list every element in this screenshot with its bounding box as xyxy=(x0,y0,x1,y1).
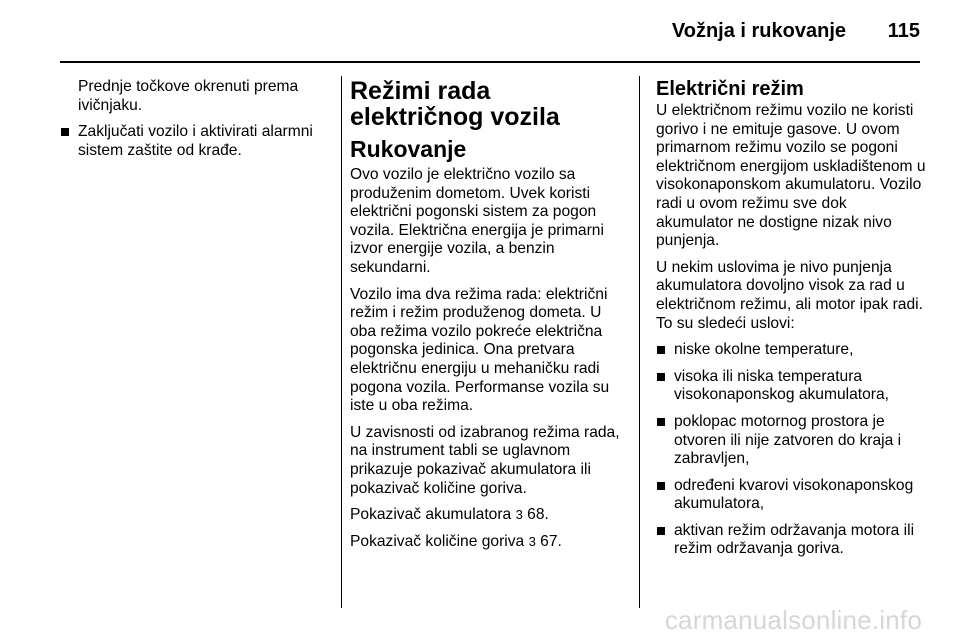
list-item xyxy=(656,522,926,559)
header-rule xyxy=(60,61,920,63)
column-divider xyxy=(341,76,342,608)
reference-arrow-icon: 3 xyxy=(515,507,523,523)
reference-line xyxy=(350,506,628,525)
page-number: 115 xyxy=(887,20,920,42)
bullet-list xyxy=(60,123,330,160)
reference-page[interactable]: 68. xyxy=(527,506,549,524)
reference-text: Pokazivač količine goriva xyxy=(350,532,525,550)
continued-text: Prednje točkove okrenuti prema ivičnjaku. xyxy=(78,78,299,114)
list-item xyxy=(60,123,330,160)
column-2 xyxy=(350,78,628,559)
bullet-square-icon xyxy=(657,527,665,535)
paragraph: U zavisnosti od izabranog režima rada, na instrument tabli se uglavnom prikazuje pokazivač akumulatora ili pokazivač količine goriva. xyxy=(350,423,620,497)
bullet-list xyxy=(656,341,926,559)
bullet-square-icon xyxy=(61,128,69,136)
reference-page[interactable]: 67. xyxy=(540,532,562,550)
bullet-square-icon xyxy=(657,373,665,381)
list-item-text: poklopac motornog prostora je otvoren ili nije zatvoren do kraja i zabravljen, xyxy=(674,412,902,468)
subsection-heading: Rukovanje xyxy=(350,136,467,162)
column-3 xyxy=(656,78,926,567)
watermark: carmanualsonline.info xyxy=(664,605,922,635)
list-item-text: određeni kvarovi visokonaponskog akumulatora, xyxy=(674,476,914,513)
header-title: Vožnja i rukovanje xyxy=(671,20,846,42)
section-heading: Električni režim xyxy=(656,78,804,100)
section-heading: Režimi rada električnog vozila xyxy=(350,77,560,131)
paragraph: Ovo vozilo je električno vozilo sa produženim dometom. Uvek koristi električni pogonski sistem za pogon vozila. Električna energija je primarni izvor energije vozila, a benzin sekundarni. xyxy=(350,166,604,276)
list-item-text: visoka ili niska temperatura visokonaponskog akumulatora, xyxy=(674,367,889,404)
bullet-square-icon xyxy=(657,418,665,426)
bullet-square-icon xyxy=(657,346,665,354)
reference-line xyxy=(350,533,628,552)
list-item-text: aktivan režim održavanja motora ili režim održavanja goriva. xyxy=(674,521,915,558)
reference-arrow-icon: 3 xyxy=(528,533,536,549)
column-divider xyxy=(639,76,640,608)
paragraph: U električnom režimu vozilo ne koristi gorivo i ne emituje gasove. U ovom primarnom režimu vozilo se pogoni električnom energijom uskladištenom u visokonaponskom akumulatoru. Vozilo radi u ovom režimu sve dok akumulator ne dostigne nizak nivo punjenja. xyxy=(656,102,926,250)
list-item xyxy=(656,368,926,405)
list-item xyxy=(656,341,926,360)
list-item xyxy=(656,477,926,514)
bullet-square-icon xyxy=(657,482,665,490)
paragraph: U nekim uslovima je nivo punjenja akumulatora dovoljno visok za rad u električnom režimu, ali motor ipak radi. To su sledeći uslovi: xyxy=(656,258,923,332)
list-item-text: niske okolne temperature, xyxy=(674,341,854,359)
list-item xyxy=(656,413,926,469)
page-header xyxy=(60,0,920,58)
reference-text: Pokazivač akumulatora xyxy=(350,506,512,524)
column-1 xyxy=(60,78,330,168)
list-item-text: Zaključati vozilo i aktivirati alarmni sistem zaštite od krađe. xyxy=(78,123,313,159)
paragraph: Vozilo ima dva režima rada: električni režim i režim produženog dometa. U oba režima vozilo pokreće električna pogonska jedinica. Ona pretvara električnu energiju u mehaničku radi pogona vozila. Performanse vozila su iste u oba režima. xyxy=(350,285,610,415)
